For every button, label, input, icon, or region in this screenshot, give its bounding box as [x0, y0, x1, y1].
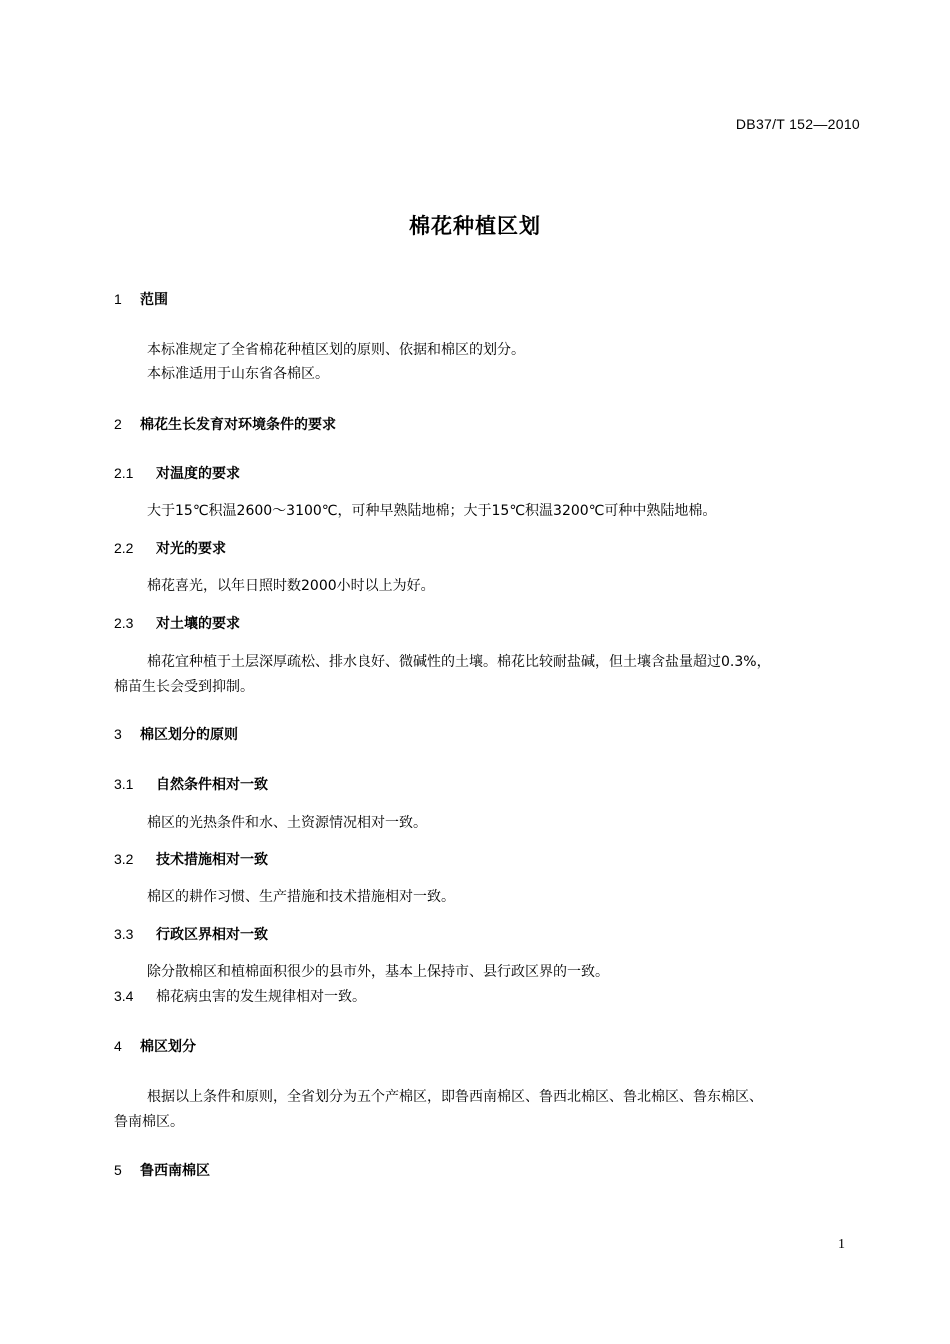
- section-2-1-heading: [114, 463, 240, 483]
- section-3-heading: [114, 724, 238, 744]
- section-3-3-heading: [114, 924, 268, 944]
- section-title: 对土壤的要求: [156, 616, 240, 632]
- section-title: 自然条件相对一致: [156, 777, 268, 793]
- section-2-2-heading: [114, 538, 226, 558]
- section-title: 棉区划分的原则: [140, 727, 238, 743]
- section-number: 3.4: [114, 988, 134, 1004]
- paragraph: 大于15℃积温2600～3100℃，可种早熟陆地棉；大于15℃积温3200℃可种中熟陆地棉。: [147, 503, 717, 519]
- paragraph: 除分散棉区和植棉面积很少的县市外，基本上保持市、县行政区界的一致。: [147, 964, 609, 980]
- paragraph: 棉花喜光，以年日照时数2000小时以上为好。: [147, 578, 435, 594]
- section-number: 3.2: [114, 851, 134, 867]
- paragraph: 根据以上条件和原则，全省划分为五个产棉区，即鲁西南棉区、鲁西北棉区、鲁北棉区、鲁东棉区、: [147, 1089, 763, 1105]
- paragraph: 棉区的光热条件和水、土资源情况相对一致。: [147, 815, 427, 831]
- page-title: 棉花种植区划: [409, 214, 541, 238]
- section-5-heading: [114, 1160, 210, 1180]
- section-title: 行政区界相对一致: [156, 927, 268, 943]
- document-number: DB37/T 152—2010: [735, 116, 860, 132]
- paragraph: 棉区的耕作习惯、生产措施和技术措施相对一致。: [147, 889, 455, 905]
- section-title: 范围: [140, 292, 168, 308]
- section-2-heading: [114, 414, 336, 434]
- section-1-heading: [114, 289, 168, 309]
- paragraph: 本标准规定了全省棉花种植区划的原则、依据和棉区的划分。: [147, 342, 525, 358]
- section-title: 鲁西南棉区: [140, 1163, 210, 1179]
- section-number: 2.2: [114, 540, 134, 556]
- paragraph: 棉苗生长会受到抑制。: [114, 679, 254, 695]
- section-title: 对温度的要求: [156, 466, 240, 482]
- section-number: 2.3: [114, 615, 134, 631]
- section-title: 棉区划分: [140, 1039, 196, 1055]
- section-number: 3.3: [114, 926, 134, 942]
- section-number: 1: [114, 291, 122, 307]
- paragraph: 棉花宜种植于土层深厚疏松、排水良好、微碱性的土壤。棉花比较耐盐碱，但土壤含盐量超过0.3%，: [147, 654, 771, 670]
- section-title: 技术措施相对一致: [156, 852, 268, 868]
- section-number: 4: [114, 1038, 122, 1054]
- section-2-3-heading: [114, 613, 240, 633]
- section-number: 3: [114, 726, 122, 742]
- section-number: 3.1: [114, 776, 134, 792]
- section-text: 棉花病虫害的发生规律相对一致。: [156, 989, 366, 1005]
- section-number: 2: [114, 416, 122, 432]
- paragraph: 本标准适用于山东省各棉区。: [147, 366, 329, 382]
- section-3-1-heading: [114, 774, 268, 794]
- section-3-4-line: [114, 986, 366, 1006]
- section-4-heading: [114, 1036, 196, 1056]
- section-title: 棉花生长发育对环境条件的要求: [140, 417, 336, 433]
- section-number: 5: [114, 1162, 122, 1178]
- section-3-2-heading: [114, 849, 268, 869]
- section-number: 2.1: [114, 465, 134, 481]
- paragraph: 鲁南棉区。: [114, 1114, 184, 1130]
- section-title: 对光的要求: [156, 541, 226, 557]
- page-number: 1: [838, 1237, 845, 1252]
